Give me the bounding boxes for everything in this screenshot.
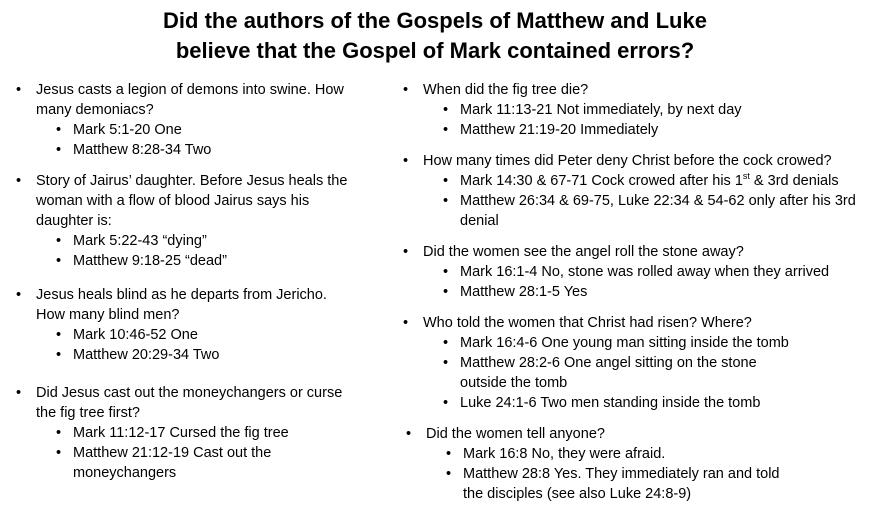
answer-item: [423, 282, 863, 302]
answer-text: Matthew 28:8 Yes. They immediately ran and told the disciples (see also Luke 24:8-9): [463, 466, 780, 502]
answer-item: [36, 345, 356, 365]
answer-text: Matthew 21:12-19 Cast out the moneychangers: [73, 445, 272, 481]
right-column: [403, 80, 863, 515]
answer-item: [36, 231, 356, 251]
bullet-icon: •: [56, 425, 62, 441]
slide-title: [0, 6, 870, 66]
question-text: Jesus casts a legion of demons into swine. How many demoniacs?: [36, 82, 344, 118]
answer-item: [36, 325, 356, 345]
bullet-icon: •: [56, 142, 62, 158]
bullet-icon: •: [443, 395, 449, 411]
answer-item: [423, 191, 863, 231]
answer-item: [426, 464, 803, 504]
answer-text: Mark 11:12-17 Cursed the fig tree: [73, 425, 289, 441]
answer-text: Matthew 20:29-34 Two: [73, 347, 220, 363]
question-text: Jesus heals blind as he departs from Jericho. How many blind men?: [36, 287, 327, 323]
bullet-icon: •: [443, 355, 449, 371]
bullet-icon: •: [56, 445, 62, 461]
answer-item: [36, 120, 356, 140]
answer-item: [423, 171, 863, 191]
answer-item: [36, 443, 356, 483]
answer-item: [423, 262, 863, 282]
bullet-icon: •: [446, 466, 452, 482]
answer-item: [423, 100, 863, 120]
answer-item: [423, 120, 863, 140]
question-demoniacs: [16, 80, 356, 160]
question-stone: [403, 242, 863, 302]
question-text: Did the women tell anyone?: [426, 426, 605, 442]
bullet-icon: •: [56, 253, 62, 269]
answer-text: Mark 16:1-4 No, stone was rolled away when they arrived: [460, 264, 830, 280]
bullet-icon: •: [443, 335, 449, 351]
question-text: Who told the women that Christ had risen? Where?: [423, 315, 752, 331]
answer-text: Mark 5:1-20 One: [73, 122, 182, 138]
bullet-icon: •: [443, 264, 449, 280]
answer-item: [36, 140, 356, 160]
answer-text: Luke 24:1-6 Two men standing inside the tomb: [460, 395, 761, 411]
question-moneychangers: [16, 383, 356, 483]
answer-item: [426, 444, 863, 464]
question-who-told: [403, 313, 863, 413]
answer-text: Mark 5:22-43 “dying”: [73, 233, 207, 249]
question-text: Did the women see the angel roll the stone away?: [423, 244, 744, 260]
answer-item: [36, 251, 356, 271]
bullet-icon: •: [16, 287, 22, 303]
bullet-icon: •: [56, 233, 62, 249]
question-peter-denial: [403, 151, 863, 231]
question-blind-men: [16, 285, 356, 365]
answer-text: Matthew 21:19-20 Immediately: [460, 122, 659, 138]
bullet-icon: •: [403, 153, 409, 169]
ordinal-suffix: st: [742, 171, 750, 182]
answer-text: Matthew 28:2-6 One angel sitting on the stone outside the tomb: [460, 355, 757, 391]
answer-item: [423, 353, 800, 393]
question-text: Story of Jairus’ daughter. Before Jesus heals the woman with a flow of blood Jairus says his daughter is:: [36, 173, 348, 229]
bullet-icon: •: [443, 284, 449, 300]
answer-text: Mark 10:46-52 One: [73, 327, 198, 343]
answer-text: Mark 16:4-6 One young man sitting inside the tomb: [460, 335, 789, 351]
bullet-icon: •: [403, 244, 409, 260]
answer-text-part: & 3rd denials: [749, 173, 839, 189]
left-column: [16, 80, 356, 494]
answer-text: Matthew 9:18-25 “dead”: [73, 253, 227, 269]
answer-text: Mark 16:8 No, they were afraid.: [463, 446, 666, 462]
bullet-icon: •: [56, 327, 62, 343]
bullet-icon: •: [443, 173, 449, 189]
question-fig-tree: [403, 80, 863, 140]
bullet-icon: •: [56, 347, 62, 363]
answer-item: [423, 393, 863, 413]
answer-text-part: Mark 14:30 & 67-71 Cock crowed after his 1: [460, 173, 743, 189]
bullet-icon: •: [16, 173, 22, 189]
bullet-icon: •: [446, 446, 452, 462]
title-line-1: Did the authors of the Gospels of Matthew and Luke: [163, 8, 707, 33]
answer-item: [36, 423, 356, 443]
bullet-icon: •: [403, 315, 409, 331]
answer-text: Matthew 28:1-5 Yes: [460, 284, 588, 300]
bullet-icon: •: [443, 193, 449, 209]
answer-text: Matthew 26:34 & 69-75, Luke 22:34 & 54-62 only after his 3rd denial: [460, 193, 856, 229]
bullet-icon: •: [56, 122, 62, 138]
bullet-icon: •: [16, 82, 22, 98]
bullet-icon: •: [406, 426, 412, 442]
question-jairus: [16, 171, 356, 271]
bullet-icon: •: [16, 385, 22, 401]
answer-item: [423, 333, 863, 353]
question-text: How many times did Peter deny Christ before the cock crowed?: [423, 153, 832, 169]
question-text: Did Jesus cast out the moneychangers or curse the fig tree first?: [36, 385, 343, 421]
bullet-icon: •: [443, 122, 449, 138]
question-tell-anyone: [406, 424, 863, 504]
answer-text: Mark 11:13-21 Not immediately, by next day: [460, 102, 742, 118]
title-line-2: believe that the Gospel of Mark contained errors?: [175, 38, 695, 63]
question-text: When did the fig tree die?: [423, 82, 589, 98]
answer-text: Matthew 8:28-34 Two: [73, 142, 212, 158]
bullet-icon: •: [443, 102, 449, 118]
bullet-icon: •: [403, 82, 409, 98]
